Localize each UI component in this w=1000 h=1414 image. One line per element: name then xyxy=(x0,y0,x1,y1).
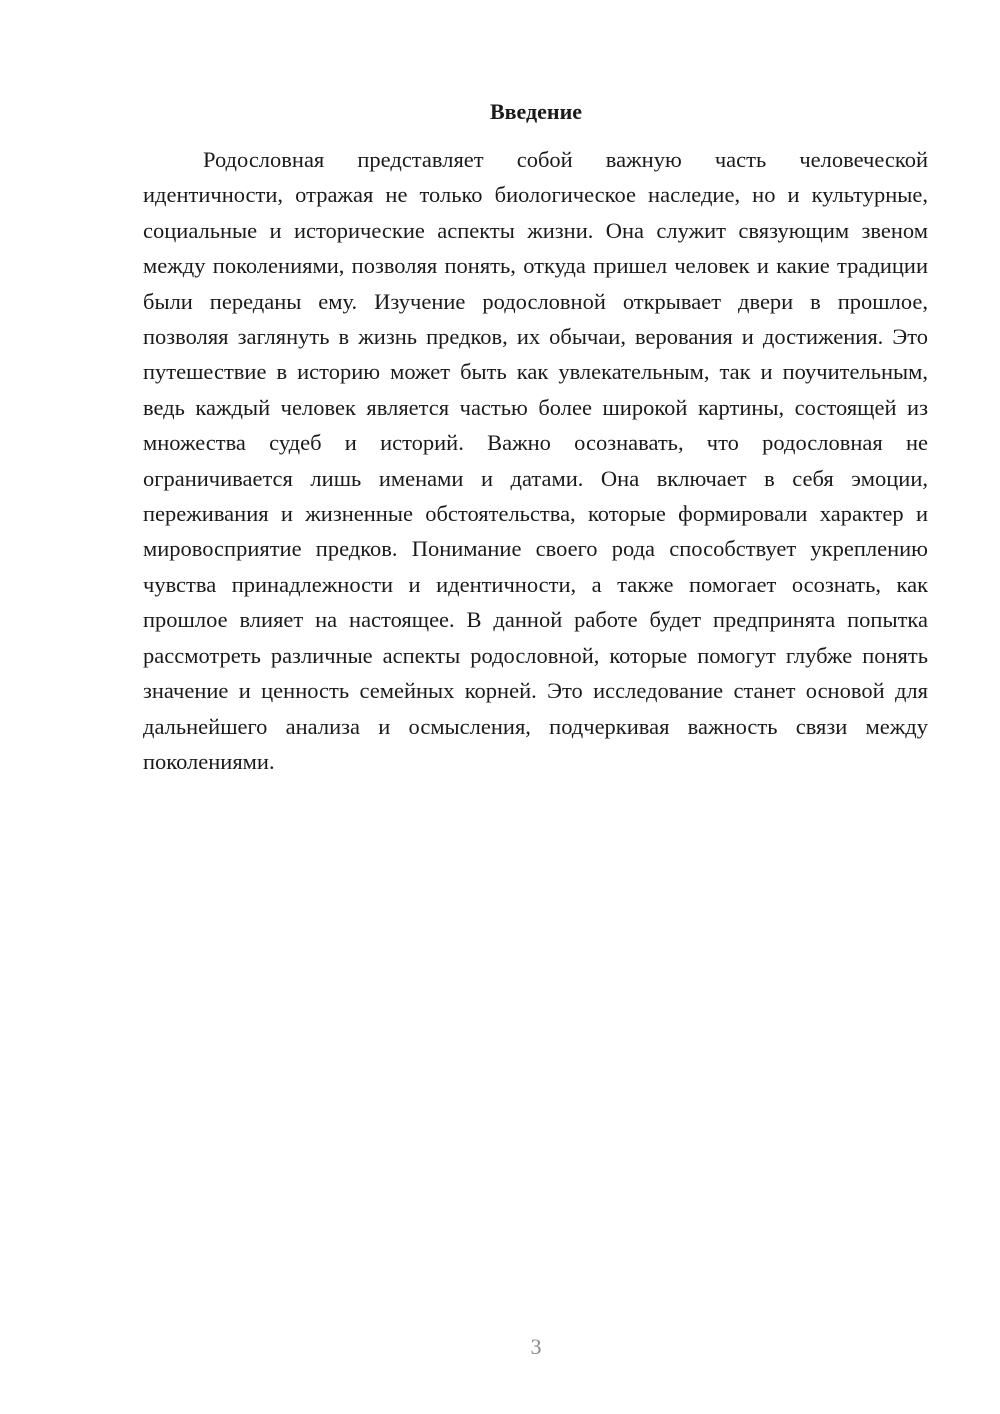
section-heading: Введение xyxy=(489,99,583,124)
page-number: 3 xyxy=(530,1334,542,1359)
body-paragraph: Родословная представляет собой важную часть человеческой идентичности, отражая не только биологическое наследие, но и культурные, социальные и исторические аспекты жизни. Она служит связующим звеном между поколениями, позволяя понять, откуда пришел человек и какие традиции были переданы ему. Изучение родословной открывает двери в прошлое, позволяя заглянуть в жизнь предков, их обычаи, верования и достижения. Это путешествие в историю может быть как увлекательным, так и поучительным, ведь каждый человек является частью более широкой картины, состоящей из множества судеб и историй. Важно осознавать, что родословная не ограничивается лишь именами и датами. Она включает в себя эмоции, переживания и жизненные обстоятельства, которые формировали характер и мировосприятие предков. Понимание своего рода способствует укреплению чувства принадлежности и идентичности, а также помогает осознать, как прошлое влияет на настоящее. В данной работе будет предпринята попытка рассмотреть различные аспекты родословной, которые помогут глубже понять значение и ценность семейных корней. Это исследование станет основой для дальнейшего анализа и осмысления, подчеркивая важность связи между поколениями. xyxy=(143,147,928,774)
